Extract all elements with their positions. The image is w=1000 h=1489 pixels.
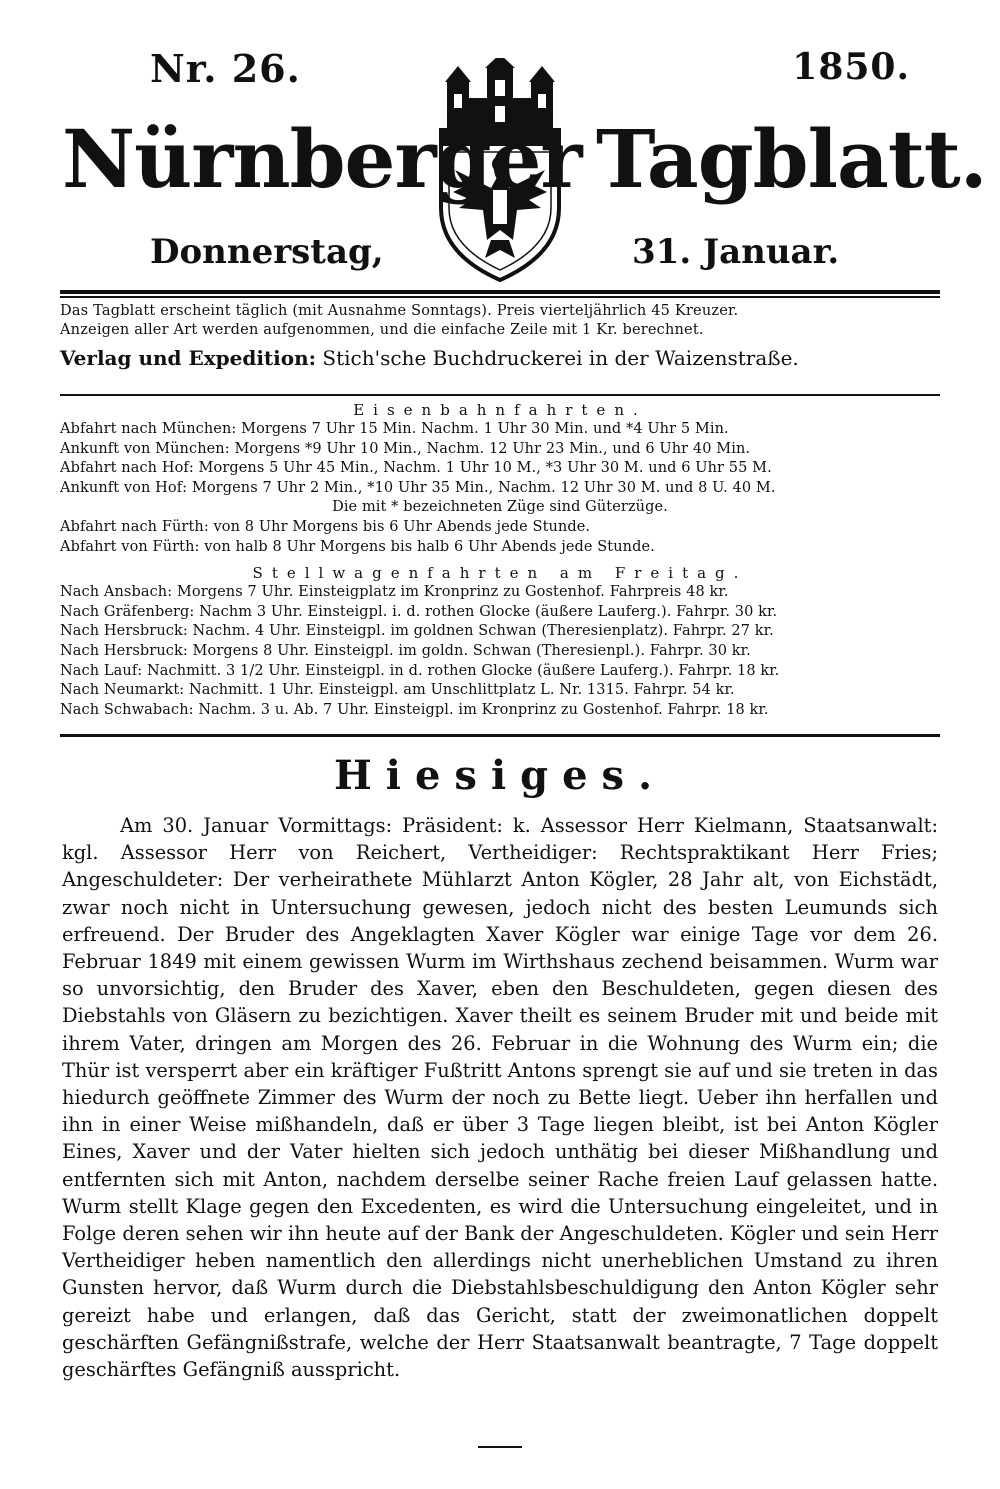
notice-line: Das Tagblatt erscheint täglich (mit Ausnahme Sonntags). Preis vierteljährlich 45 Kreuzer.: [60, 303, 739, 319]
article-body: [62, 812, 938, 1383]
subscription-notice: [60, 302, 940, 372]
publisher-text: Stich'sche Buchdruckerei in der Waizenstraße.: [322, 346, 799, 370]
article-rule: [60, 734, 940, 737]
railway-line: Ankunft von München: Morgens *9 Uhr 10 Min., Nachm. 12 Uhr 23 Min., und 6 Uhr 40 Min.: [60, 440, 751, 457]
end-rule: [478, 1446, 522, 1448]
masthead-title-right: Tagblatt.: [596, 112, 987, 206]
issue-number: Nr. 26.: [150, 46, 301, 91]
article-heading: Hiesiges.: [333, 752, 666, 799]
timetables: [60, 400, 940, 720]
issue-year: 1850.: [792, 46, 910, 88]
notice-line: Anzeigen aller Art werden aufgenommen, und die einfache Zeile mit 1 Kr. berechnet.: [60, 322, 704, 338]
railway-line: Ankunft von Hof: Morgens 7 Uhr 2 Min., *10 Uhr 35 Min., Nachm. 12 Uhr 30 M. und 8 U. 40 M.: [60, 479, 776, 496]
coach-heading: Stellwagenfahrten am Freitag.: [252, 564, 748, 583]
masthead-rule: [60, 290, 940, 294]
railway-note: Die mit * bezeichneten Züge sind Güterzüge.: [332, 499, 668, 516]
masthead-date: 31. Januar.: [632, 232, 840, 272]
coach-line: Nach Hersbruck: Morgens 8 Uhr. Einsteigpl. im goldn. Schwan (Theresienpl.). Fahrpr. 30 kr.: [60, 642, 751, 659]
coach-line: Nach Lauf: Nachmitt. 3 1/2 Uhr. Einsteigpl. in d. rothen Glocke (äußere Lauferg.). Fahrpr. 18 kr.: [60, 662, 780, 679]
article: [62, 748, 938, 1383]
railway-line: Abfahrt nach München: Morgens 7 Uhr 15 Min. Nachm. 1 Uhr 30 Min. und *4 Uhr 5 Min.: [60, 421, 729, 437]
masthead-rule-thin: [60, 296, 940, 298]
section-rule: [60, 394, 940, 396]
publisher-line: [60, 344, 940, 372]
coach-line: Nach Ansbach: Morgens 7 Uhr. Einsteigplatz im Kronprinz zu Gostenhof. Fahrpreis 48 kr.: [60, 584, 729, 601]
fuerth-line: Abfahrt nach Fürth: von 8 Uhr Morgens bis 6 Uhr Abends jede Stunde.: [60, 518, 591, 535]
coach-line: Nach Neumarkt: Nachmitt. 1 Uhr. Einsteigpl. am Unschlittplatz L. Nr. 1315. Fahrpr. 54 kr.: [60, 682, 735, 699]
masthead-weekday: Donnerstag,: [150, 232, 384, 272]
masthead-title-left: Nürnberger: [62, 112, 582, 206]
coach-line: Nach Hersbruck: Nachm. 4 Uhr. Einsteigpl. im goldnen Schwan (Theresienplatz). Fahrpr. 27 kr.: [60, 623, 774, 640]
publisher-label: Verlag und Expedition:: [60, 346, 317, 370]
fuerth-line: Abfahrt von Fürth: von halb 8 Uhr Morgens bis halb 6 Uhr Abends jede Stunde.: [60, 538, 655, 555]
coach-line: Nach Schwabach: Nachm. 3 u. Ab. 7 Uhr. Einsteigpl. im Kronprinz zu Gostenhof. Fahrpr. 18 kr.: [60, 701, 769, 718]
railway-line: Abfahrt nach Hof: Morgens 5 Uhr 45 Min., Nachm. 1 Uhr 10 M., *3 Uhr 30 M. und 6 Uhr 55 M.: [60, 460, 772, 477]
railway-heading: Eisenbahnfahrten.: [353, 401, 647, 419]
article-paragraph: Am 30. Januar Vormittags: Präsident: k. Assessor Herr Kielmann, Staatsanwalt: kgl. Assessor Herr von Reichert, Vertheidiger: Rechtspraktikant Herr Fries; Angeschuldeter: Der verheirathete Mühlarzt Anton Kögler, 28 Jahr alt, von Eichstädt, zwar noch nicht in Untersuchung gewesen, jedoch nicht des besten Leumunds sich erfreuend. Der Bruder des Angeklagten Xaver Kögler war einige Tage vor dem 26. Februar 1849 mit einem gewissen Wurm im Wirthshaus zechend beisammen. Wurm war so unvorsichtig, den Bruder des Xaver, eben den Beschuldeten, gegen diesen des Diebstahls von Gläsern zu bezichtigen. Xaver theilt es seinem Bruder mit und beide mit ihrem Vater, dringen am Morgen des 26. Februar in die Wohnung des Wurm ein; die Thür ist versperrt aber ein kräftiger Fußtritt Antons sprengt sie auf und sie treten in das hiedurch geöffnete Zimmer des Wurm der noch zu Bette liegt. Ueber ihn herfallen und ihn in einer Weise mißhandeln, daß er über 3 Tage liegen bleibt, ist bei Anton Kögler Eines, Xaver und der Vater hielten sich jedoch unthätig bei dieser Mißhandlung und entfernten sich mit Anton, nachdem derselbe seiner Rache freien Lauf gelassen hatte. Wurm stellt Klage gegen den Excedenten, es wird die Untersuchung eingeleitet, und in Folge deren sehen wir ihn heute auf der Bank der Angeschuldeten. Kögler und sein Herr Vertheidiger heben namentlich den allerdings nicht unerheblichen Umstand zu ihren Gunsten hervor, daß Wurm durch die Diebstahlsbeschuldigung den Anton Kögler sehr gereizt habe und erlangen, daß das Gericht, statt der zweimonatlichen doppelt geschärften Gefängnißstrafe, welche der Herr Staatsanwalt beantragte, 7 Tage doppelt geschärftes Gefängniß ausspricht.: [62, 814, 938, 1382]
coach-line: Nach Gräfenberg: Nachm 3 Uhr. Einsteigpl. i. d. rothen Glocke (äußere Lauferg.). Fahrpr. 30 kr.: [60, 603, 778, 620]
